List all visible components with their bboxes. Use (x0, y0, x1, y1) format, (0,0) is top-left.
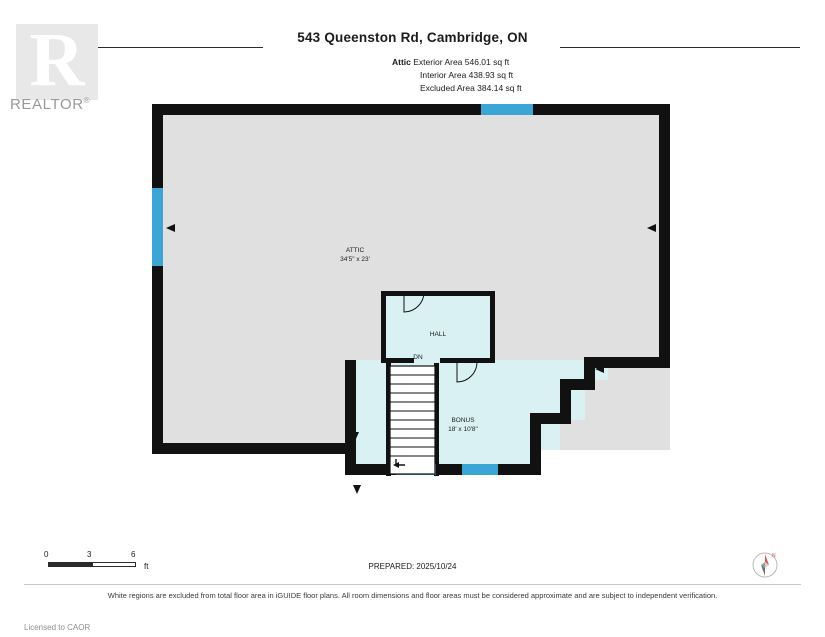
room-label-attic-dims: 34'5" x 23' (340, 256, 370, 263)
area-stats-level-label: Attic (392, 57, 411, 67)
prepared-date: PREPARED: 2025/10/24 (368, 562, 457, 571)
staircase (390, 366, 435, 474)
room-label-hall-name: HALL (429, 331, 447, 338)
footer-licensed-to: Licensed to CAOR (24, 623, 91, 632)
area-stats-interior: Interior Area 438.93 sq ft (420, 70, 514, 80)
area-stats-excluded: Excluded Area 384.14 sq ft (420, 83, 522, 93)
room-label-bonus-dims: 18' x 10'8" (448, 426, 478, 433)
room-label-bonus-name: BONUS (451, 417, 475, 424)
area-stats-exterior: Exterior Area 546.01 sq ft (413, 57, 510, 67)
dim-arrow-bonus-bottom (353, 485, 361, 494)
page-title: 543 Queenston Rd, Cambridge, ON (297, 30, 528, 45)
compass-rose (748, 548, 782, 582)
scale-tick-2: 6 (131, 550, 136, 559)
scale-tick-1: 3 (87, 550, 92, 559)
room-label-attic-name: ATTIC (345, 247, 365, 254)
stairs-direction-label: DN (413, 354, 423, 361)
window-left (152, 188, 163, 266)
window-top (481, 104, 533, 115)
footer-disclaimer: White regions are excluded from total floor area in iGUIDE floor plans. All room dimensions and floor areas must be considered approximate and are subject to independent verification. (107, 591, 718, 600)
footer-divider (24, 584, 801, 585)
scale-unit-label: ft (144, 562, 149, 571)
realtor-logo-letter: R (29, 18, 85, 102)
realtor-logo-registered: ® (83, 96, 91, 105)
scale-tick-0: 0 (44, 550, 49, 559)
window-bottom-right (462, 464, 498, 475)
realtor-logo-word: REALTOR (10, 96, 84, 113)
compass-north-label: N (772, 553, 776, 559)
